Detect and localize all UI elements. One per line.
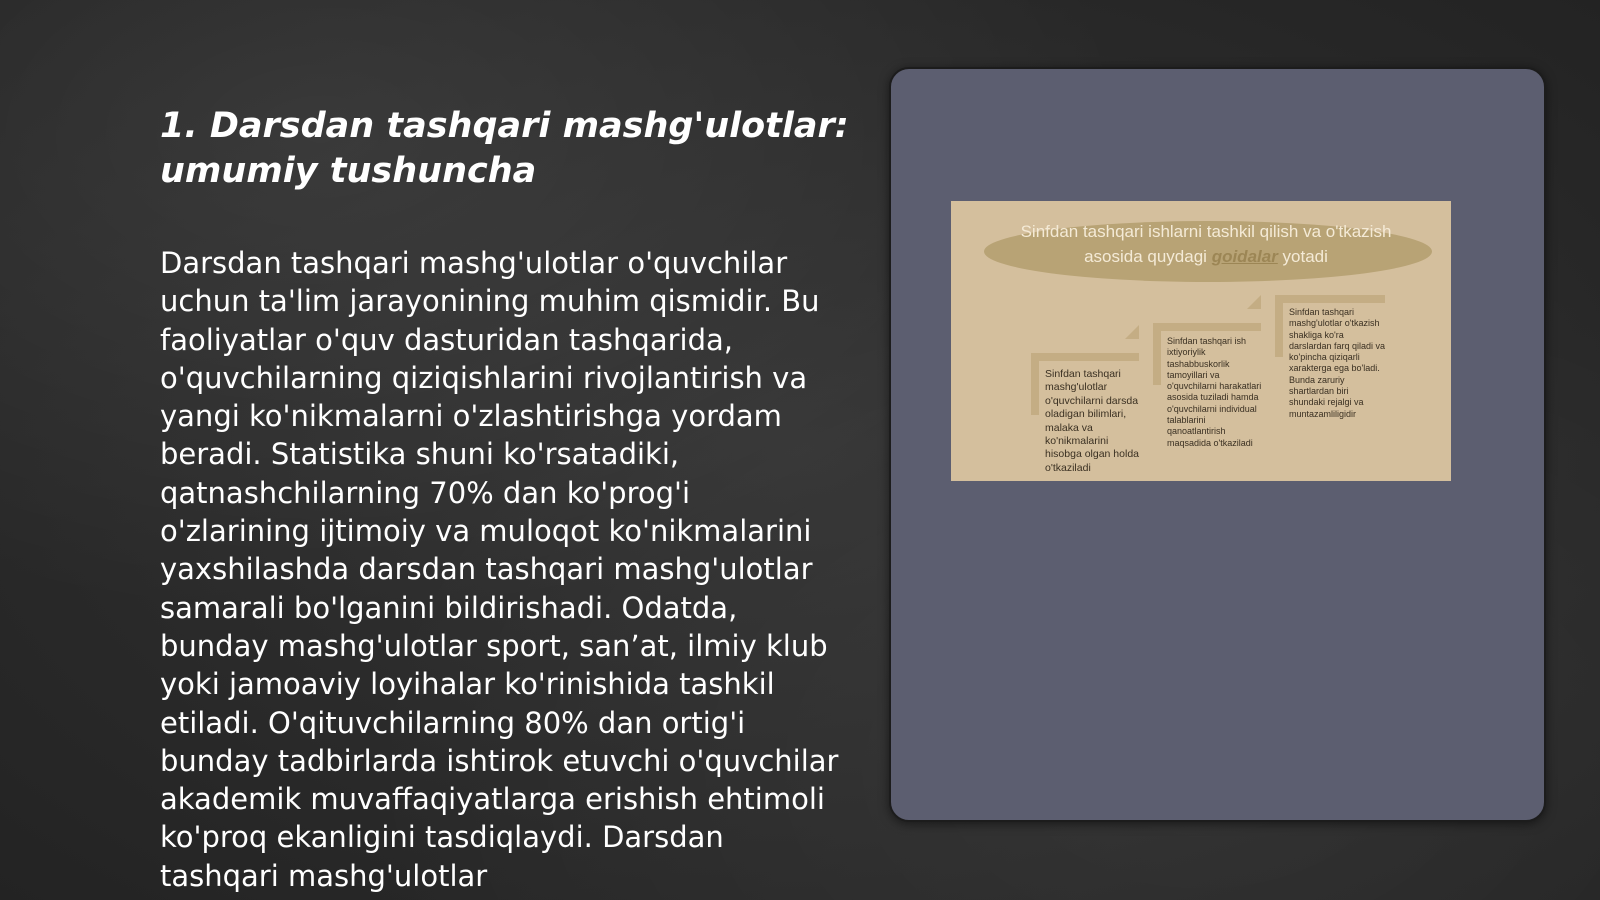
step-1-tab bbox=[1031, 353, 1139, 361]
slide-title: 1. Darsdan tashqari mashg'ulotlar: umumiy tushuncha bbox=[160, 106, 849, 191]
step-2-text: Sinfdan tashqari ish ixtiyoriylik tashabbuskorlik tamoyillari va o'quvchilarni harakatlari asosida tuziladi hamda o'quvchilarni individual talablarini qanoatlantirish maqsadida o'tkaziladi bbox=[1167, 336, 1262, 448]
step-1-text: Sinfdan tashqari mashg'ulotlar o'quvchilarni darsda oladigan bilimlari, malaka va ko'nikmalarini hisobga olgan holda o'tkaziladi bbox=[1045, 368, 1139, 474]
step-2-bar bbox=[1153, 323, 1161, 385]
slide-body-text: Darsdan tashqari mashg'ulotlar o'quvchilar uchun ta'lim jarayonining muhim qismidir. Bu faoliyatlar o'quv dasturidan tashqarida, o'quvchilarning qiziqishlarini rivojlantirish va yangi ko'nikmalarni o'zlashtirishga yordam beradi. Statistika shuni ko'rsatadiki, qatnashchilarning 70% dan ko'prog'i o'zlarining ijtimoiy va muloqot ko'nikmalarini yaxshilashda darsdan tashqari mashg'ulotlar samarali bo'lganini bildirishadi. Odatda, bunday mashg'ulotlar sport, san’at, ilmiy klub yoki jamoaviy loyihalar ko'rinishida tashkil etiladi. O'qituvchilarning 80% dan ortig'i bunday tadbirlarda ishtirok etuvchi o'quvchilar akademik muvaffaqiyatlarga erishish ehtimoli ko'proq ekanligini tasdiqlaydi. Darsdan tashqari mashg'ulotlar bbox=[160, 246, 839, 893]
diagram-header-keyword: goidalar bbox=[1211, 247, 1278, 266]
step-1-bar bbox=[1031, 353, 1039, 415]
diagram-image bbox=[951, 201, 1451, 481]
diagram-header bbox=[1001, 219, 1411, 269]
image-frame bbox=[889, 67, 1546, 822]
step-1-arrow bbox=[1125, 325, 1139, 339]
step-2-arrow bbox=[1247, 295, 1261, 309]
diagram-header-text: Sinfdan tashqari ishlarni tashkil qilish va o'tkazish asosida quydagi bbox=[1020, 222, 1392, 266]
step-2-tab bbox=[1153, 323, 1261, 331]
step-3-bar bbox=[1275, 295, 1283, 357]
diagram-header-end: yotadi bbox=[1282, 247, 1328, 266]
step-3-text: Sinfdan tashqari mashg'ulotlar o'tkazish shakliga ko'ra darslardan farq qiladi va ko'pincha qiziqarli xarakterga ega bo'ladi. Bunda zaruriy shartlardan biri shundaki rejalgi va muntazamliligidir bbox=[1289, 307, 1386, 419]
step-3-tab bbox=[1275, 295, 1385, 303]
